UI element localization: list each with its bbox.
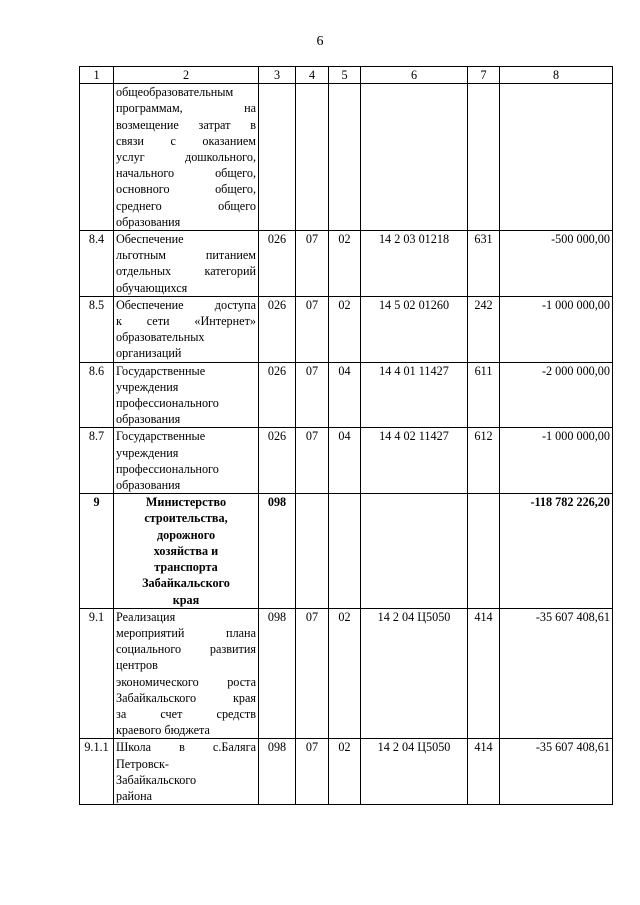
subsection-code-cell: 04 bbox=[329, 362, 361, 428]
target-article-cell bbox=[361, 84, 468, 231]
row-number-cell: 8.5 bbox=[80, 296, 114, 362]
section-code-cell: 07 bbox=[296, 296, 329, 362]
row-name-cell bbox=[114, 428, 259, 494]
subsection-code-cell bbox=[329, 84, 361, 231]
table-row bbox=[80, 608, 613, 739]
row-name-line: Школа в с.Баляга bbox=[116, 740, 256, 755]
row-number-cell: 9.1 bbox=[80, 608, 114, 739]
section-code-cell: 07 bbox=[296, 608, 329, 739]
subsection-code-cell: 02 bbox=[329, 296, 361, 362]
expense-type-cell: 631 bbox=[468, 231, 500, 297]
amount-cell: -2 000 000,00 bbox=[500, 362, 613, 428]
column-header: 6 bbox=[361, 67, 468, 84]
ministry-code-cell: 026 bbox=[259, 231, 296, 297]
table-header-row bbox=[80, 67, 613, 84]
row-name-line: Реализация bbox=[116, 609, 176, 624]
row-name-line: образования bbox=[116, 214, 181, 229]
row-number-cell: 9.1.1 bbox=[80, 739, 114, 805]
table-row bbox=[80, 494, 613, 608]
section-code-cell: 07 bbox=[296, 739, 329, 805]
expense-type-cell: 414 bbox=[468, 739, 500, 805]
subsection-code-cell bbox=[329, 494, 361, 608]
ministry-code-cell: 026 bbox=[259, 296, 296, 362]
row-name-line: краевого бюджета bbox=[116, 723, 210, 738]
expense-type-cell: 611 bbox=[468, 362, 500, 428]
table-row bbox=[80, 428, 613, 494]
row-name-line: хозяйства и bbox=[153, 543, 219, 558]
amount-cell: -1 000 000,00 bbox=[500, 296, 613, 362]
row-name-line: Обеспечение bbox=[116, 232, 184, 247]
row-name-line: Забайкальского края bbox=[116, 690, 256, 705]
target-article-cell: 14 2 04 Ц5050 bbox=[361, 739, 468, 805]
row-name-line: учреждения bbox=[116, 445, 179, 460]
row-name-line: отдельных категорий bbox=[116, 264, 256, 279]
row-name-cell bbox=[114, 296, 259, 362]
row-name-line: среднего общего bbox=[116, 198, 256, 213]
ministry-code-cell: 098 bbox=[259, 494, 296, 608]
row-name-line: дорожного bbox=[156, 527, 216, 542]
row-name-cell bbox=[114, 231, 259, 297]
section-code-cell: 07 bbox=[296, 362, 329, 428]
row-number-cell: 8.4 bbox=[80, 231, 114, 297]
amount-cell bbox=[500, 84, 613, 231]
target-article-cell: 14 4 01 11427 bbox=[361, 362, 468, 428]
row-name-line: основного общего, bbox=[116, 182, 256, 197]
row-number-cell: 8.7 bbox=[80, 428, 114, 494]
amount-cell: -1 000 000,00 bbox=[500, 428, 613, 494]
subsection-code-cell: 02 bbox=[329, 231, 361, 297]
row-name-line: общеобразовательным bbox=[116, 85, 234, 100]
target-article-cell: 14 5 02 01260 bbox=[361, 296, 468, 362]
table-row bbox=[80, 231, 613, 297]
target-article-cell: 14 4 02 11427 bbox=[361, 428, 468, 494]
section-code-cell: 07 bbox=[296, 428, 329, 494]
amount-cell: -35 607 408,61 bbox=[500, 739, 613, 805]
column-header: 1 bbox=[80, 67, 114, 84]
expense-type-cell: 612 bbox=[468, 428, 500, 494]
column-header: 5 bbox=[329, 67, 361, 84]
row-name-line: профессионального bbox=[116, 461, 219, 476]
row-name-line: Обеспечение доступа bbox=[116, 297, 256, 312]
row-name-line: Министерство bbox=[145, 495, 227, 510]
table-row bbox=[80, 84, 613, 231]
row-name-line: социального развития bbox=[116, 642, 256, 657]
table-row bbox=[80, 739, 613, 805]
row-name-line: транспорта bbox=[154, 560, 218, 575]
row-name-line: строительства, bbox=[144, 511, 228, 526]
target-article-cell bbox=[361, 494, 468, 608]
ministry-code-cell: 026 bbox=[259, 362, 296, 428]
expense-type-cell: 242 bbox=[468, 296, 500, 362]
subsection-code-cell: 04 bbox=[329, 428, 361, 494]
column-header: 7 bbox=[468, 67, 500, 84]
ministry-code-cell: 098 bbox=[259, 608, 296, 739]
row-name-line: льготным питанием bbox=[116, 248, 256, 263]
column-header: 2 bbox=[114, 67, 259, 84]
row-name-line: обучающихся bbox=[116, 280, 188, 295]
row-number-cell: 8.6 bbox=[80, 362, 114, 428]
row-name-line: организаций bbox=[116, 346, 182, 361]
row-name-line: образовательных bbox=[116, 330, 205, 345]
column-header: 8 bbox=[500, 67, 613, 84]
amount-cell: -500 000,00 bbox=[500, 231, 613, 297]
budget-table bbox=[79, 66, 613, 805]
subsection-code-cell: 02 bbox=[329, 608, 361, 739]
amount-cell: -35 607 408,61 bbox=[500, 608, 613, 739]
row-number-cell bbox=[80, 84, 114, 231]
row-name-line: центров bbox=[116, 658, 158, 673]
row-name-line: начального общего, bbox=[116, 166, 256, 181]
row-name-line: услуг дошкольного, bbox=[116, 150, 256, 165]
subsection-code-cell: 02 bbox=[329, 739, 361, 805]
ministry-code-cell bbox=[259, 84, 296, 231]
row-name-cell bbox=[114, 84, 259, 231]
row-name-cell bbox=[114, 739, 259, 805]
row-name-line: образования bbox=[116, 412, 181, 427]
row-name-line: программам, на bbox=[116, 101, 256, 116]
section-code-cell bbox=[296, 494, 329, 608]
row-name-line: связи с оказанием bbox=[116, 133, 256, 148]
row-name-line: Забайкальского bbox=[142, 576, 230, 591]
row-name-line: края bbox=[172, 592, 200, 607]
target-article-cell: 14 2 04 Ц5050 bbox=[361, 608, 468, 739]
row-name-line: Петровск- bbox=[116, 756, 169, 771]
row-name-line: Государственные bbox=[116, 429, 206, 444]
column-header: 4 bbox=[296, 67, 329, 84]
ministry-code-cell: 026 bbox=[259, 428, 296, 494]
row-name-line: Забайкальского bbox=[116, 772, 197, 787]
expense-type-cell bbox=[468, 494, 500, 608]
amount-cell: -118 782 226,20 bbox=[500, 494, 613, 608]
row-name-line: Государственные bbox=[116, 363, 206, 378]
ministry-code-cell: 098 bbox=[259, 739, 296, 805]
row-name-line: образования bbox=[116, 478, 181, 493]
row-name-cell bbox=[114, 608, 259, 739]
row-name-line: экономического роста bbox=[116, 674, 256, 689]
expense-type-cell: 414 bbox=[468, 608, 500, 739]
row-name-line: района bbox=[116, 788, 153, 803]
row-name-line: возмещение затрат в bbox=[116, 117, 256, 132]
table-row bbox=[80, 362, 613, 428]
row-name-cell bbox=[114, 494, 259, 608]
page-number: 6 bbox=[316, 34, 324, 49]
expense-type-cell bbox=[468, 84, 500, 231]
row-name-line: за счет средств bbox=[116, 706, 256, 721]
row-name-line: к сети «Интернет» bbox=[116, 314, 256, 329]
row-name-line: учреждения bbox=[116, 379, 179, 394]
table-row bbox=[80, 296, 613, 362]
row-name-line: мероприятий плана bbox=[116, 625, 256, 640]
section-code-cell bbox=[296, 84, 329, 231]
target-article-cell: 14 2 03 01218 bbox=[361, 231, 468, 297]
row-name-cell bbox=[114, 362, 259, 428]
row-name-line: профессионального bbox=[116, 396, 219, 411]
row-number-cell: 9 bbox=[80, 494, 114, 608]
column-header: 3 bbox=[259, 67, 296, 84]
section-code-cell: 07 bbox=[296, 231, 329, 297]
